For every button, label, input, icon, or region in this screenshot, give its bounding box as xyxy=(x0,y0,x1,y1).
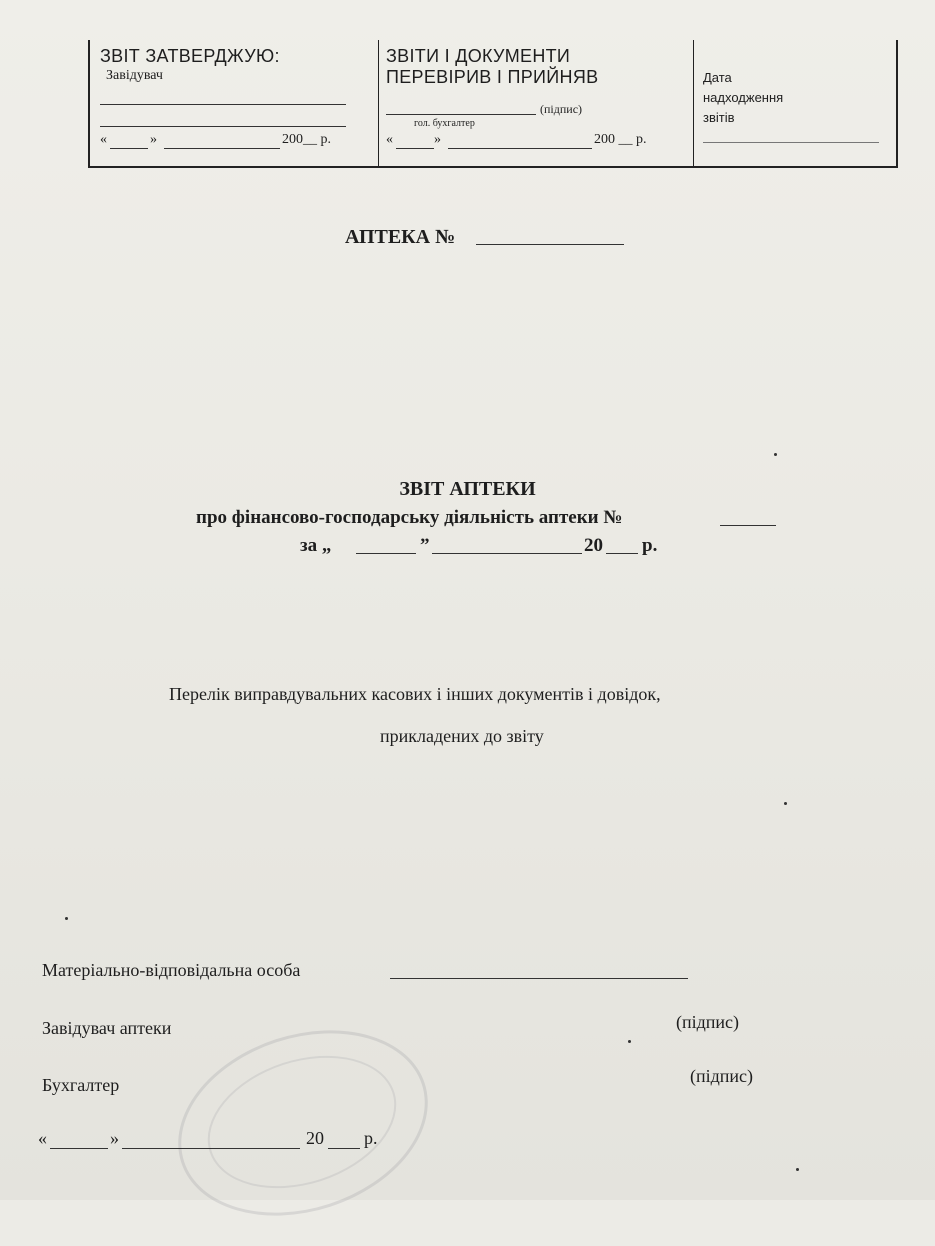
receipt-date-label-3: звітів xyxy=(703,110,735,125)
speck xyxy=(628,1040,631,1043)
date-close-quote: » xyxy=(110,1128,119,1148)
date-close-quote: » xyxy=(434,132,441,147)
day-line xyxy=(396,148,434,149)
signature-line xyxy=(100,104,346,105)
receipt-date-column xyxy=(693,40,896,166)
acceptance-title-line2: ПЕРЕВІРИВ І ПРИЙНЯВ xyxy=(386,67,599,87)
report-title: ЗВІТ АПТЕКИ xyxy=(399,478,536,500)
approval-role: Завідувач xyxy=(106,68,163,83)
speck xyxy=(65,917,68,920)
acceptance-title-line1: ЗВІТИ І ДОКУМЕНТИ xyxy=(386,46,571,66)
period-year: 20 xyxy=(584,535,603,556)
date-year: 20 xyxy=(306,1128,324,1148)
year-field: 200__ р. xyxy=(282,132,331,147)
period-prefix: за „ xyxy=(300,535,332,556)
month-line xyxy=(164,148,280,149)
signature-caption: (підпис) xyxy=(540,102,583,116)
day-line xyxy=(110,148,148,149)
approval-header-table xyxy=(88,40,898,168)
approval-title: ЗВІТ ЗАТВЕРДЖУЮ: xyxy=(100,46,280,66)
accountant-signature-line xyxy=(386,114,536,115)
speck xyxy=(784,802,787,805)
approval-column xyxy=(90,40,379,166)
accountant-label: Бухгалтер xyxy=(42,1075,120,1095)
report-subtitle: про фінансово-господарську діяльність аптеки № xyxy=(196,507,623,528)
period-suffix: р. xyxy=(642,535,658,556)
period-year-line xyxy=(606,553,638,554)
pharmacy-number-line xyxy=(476,244,624,245)
name-line xyxy=(100,126,346,127)
date-open-quote: « xyxy=(38,1128,47,1148)
documents-list-heading-line2: прикладених до звіту xyxy=(380,726,544,746)
pharmacy-head-label: Завідувач аптеки xyxy=(42,1018,172,1038)
report-number-line xyxy=(720,525,776,526)
responsible-person-line xyxy=(390,978,688,979)
documents-list-heading-line1: Перелік виправдувальних касових і інших документів і довідок, xyxy=(169,684,661,704)
period-quote: ” xyxy=(420,535,430,556)
pharmacy-number-label: АПТЕКА № xyxy=(345,226,456,248)
receipt-date-label-1: Дата xyxy=(703,70,732,85)
year-line xyxy=(328,1148,360,1149)
acceptance-column xyxy=(378,40,694,166)
month-line xyxy=(122,1148,300,1149)
day-line xyxy=(50,1148,108,1149)
chief-accountant-caption: гол. бухгалтер xyxy=(414,118,475,129)
date-suffix: р. xyxy=(364,1128,378,1148)
period-month-line xyxy=(432,553,582,554)
year-field: 200 __ р. xyxy=(594,132,647,147)
speck xyxy=(774,453,777,456)
month-line xyxy=(448,148,592,149)
period-day-line xyxy=(356,553,416,554)
responsible-person-label: Матеріально-відповідальна особа xyxy=(42,960,301,980)
accountant-signature-caption: (підпис) xyxy=(690,1066,754,1086)
receipt-date-label-2: надходження xyxy=(703,90,784,105)
date-open-quote: « xyxy=(386,132,393,147)
pharmacy-head-signature-caption: (підпис) xyxy=(676,1012,740,1032)
speck xyxy=(796,1168,799,1171)
date-open-quote: « xyxy=(100,132,107,147)
receipt-date-line xyxy=(703,142,879,143)
date-close-quote: » xyxy=(150,132,157,147)
